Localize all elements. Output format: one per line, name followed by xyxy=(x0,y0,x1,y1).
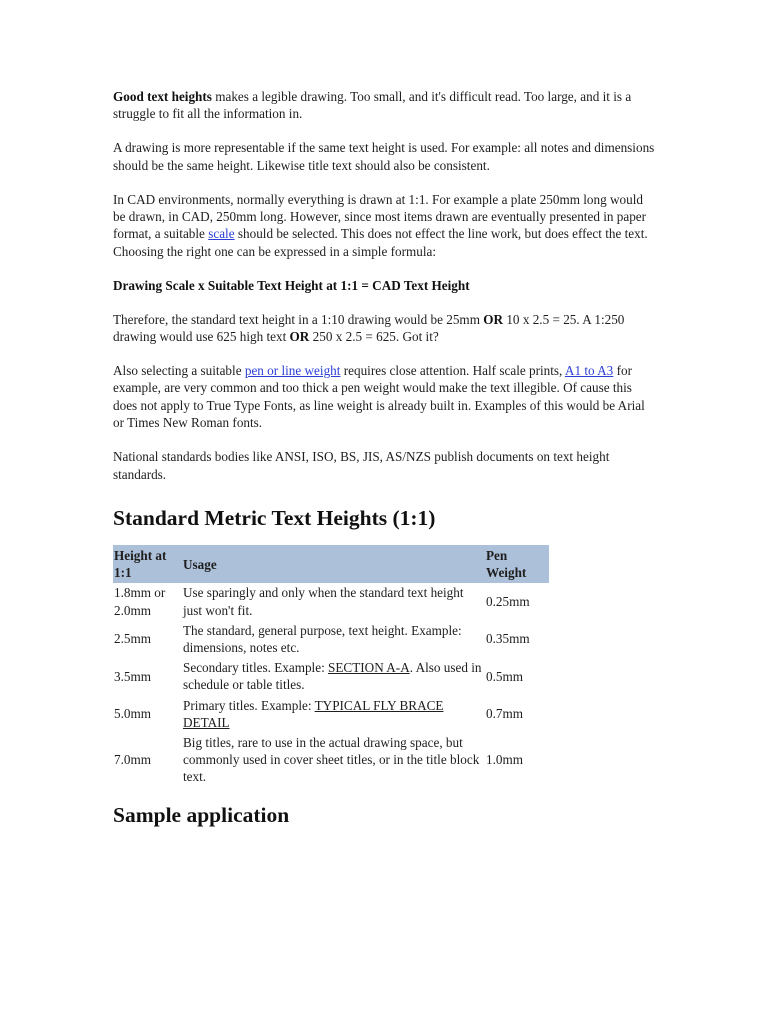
paragraph-text: makes a legible drawing. Too small, and it's difficult read. Too large, and it is a struggle to fit all the information in. xyxy=(113,89,632,122)
column-header-pen-weight: Pen Weight xyxy=(485,545,549,583)
intro-paragraph-1 xyxy=(113,88,658,123)
table-header-row xyxy=(113,545,549,583)
intro-paragraph-2: A drawing is more representable if the same text height is used. For example: all notes and dimensions should be the same height. Likewise title text should also be consistent. xyxy=(113,140,655,173)
usage-text: Use sparingly and only when the standard text height just won't fit. xyxy=(183,585,464,618)
paragraph-text: 10 x 2.5 = 25. A 1:250 drawing would use 625 high text xyxy=(113,311,625,345)
formula-text: Drawing Scale x Suitable Text Height at 1:1 = CAD Text Height xyxy=(113,277,470,293)
scale-link[interactable]: scale xyxy=(208,226,235,242)
pen-weight-link[interactable]: pen or line weight xyxy=(244,362,341,378)
paragraph-text: Therefore, the standard text height in a 1:10 drawing would be 25mm xyxy=(113,311,484,327)
underlined-example: SECTION A-A xyxy=(328,660,410,676)
paragraph-text: In CAD environments, normally everything is drawn at 1:1. For example a plate 250mm long would be drawn, in CAD, 250mm long. However, since most items drawn are eventually presented in paper format, a suitable xyxy=(113,191,647,242)
column-header-usage: Usage xyxy=(182,545,485,583)
height-cell: 2.5mm xyxy=(114,631,151,647)
bold-lead-text: Good text heights xyxy=(113,89,212,104)
table-row xyxy=(113,621,549,658)
height-cell: 7.0mm xyxy=(114,752,151,768)
metric-heights-heading: Standard Metric Text Heights (1:1) xyxy=(113,505,436,530)
paragraph-text: requires close attention. Half scale prints, xyxy=(340,362,565,378)
usage-text: Primary titles. Example: xyxy=(183,697,315,713)
paragraph-text: should be selected. This does not effect the line work, but does effect the text. Choosing the right one can be expressed in a simple formula: xyxy=(113,226,648,259)
pen-weight-cell: 0.25mm xyxy=(486,593,530,609)
a1-to-a3-link[interactable]: A1 to A3 xyxy=(564,362,614,378)
or-text: OR xyxy=(289,329,310,345)
text-heights-table xyxy=(113,545,549,788)
usage-text-end: . Also used in schedule or table titles. xyxy=(183,660,482,693)
or-text: OR xyxy=(483,311,504,327)
usage-text: The standard, general purpose, text height. Example: dimensions, notes etc. xyxy=(183,622,462,655)
document-page xyxy=(113,88,658,828)
usage-cell xyxy=(182,733,485,788)
usage-text: Secondary titles. Example: xyxy=(183,660,329,676)
intro-paragraph-5 xyxy=(113,311,658,346)
intro-paragraph-7: National standards bodies like ANSI, ISO, BS, JIS, AS/NZS publish documents on text height standards. xyxy=(113,449,610,482)
intro-paragraph-6 xyxy=(113,362,658,432)
pen-weight-cell: 0.35mm xyxy=(486,631,530,647)
table-row xyxy=(113,696,549,733)
paragraph-text: for example, are very common and too thick a pen weight would make the text illegible. Of cause this does not apply to True Type Fonts, as line weight is already built in. Examples of this would be Arial or Times New Roman fonts. xyxy=(113,362,645,431)
usage-cell xyxy=(182,621,485,658)
sample-application-heading: Sample application xyxy=(113,802,290,827)
table-row xyxy=(113,583,549,620)
column-header-height: Height at 1:1 xyxy=(113,545,182,583)
usage-cell xyxy=(182,658,485,695)
usage-text: Big titles, rare to use in the actual drawing space, but commonly used in cover sheet titles, or in the title block text. xyxy=(183,734,480,785)
height-cell: 5.0mm xyxy=(114,706,151,722)
underlined-example: TYPICAL FLY BRACE DETAIL xyxy=(183,697,444,730)
usage-cell xyxy=(182,583,485,620)
formula-paragraph xyxy=(113,277,658,294)
usage-cell xyxy=(182,696,485,733)
paragraph-text: 250 x 2.5 = 625. Got it? xyxy=(309,329,439,345)
height-cell: 1.8mm or 2.0mm xyxy=(114,585,166,618)
pen-weight-cell: 1.0mm xyxy=(486,752,523,768)
height-cell: 3.5mm xyxy=(114,668,151,684)
table-row xyxy=(113,658,549,695)
pen-weight-cell: 0.5mm xyxy=(486,668,523,684)
table-row xyxy=(113,733,549,788)
intro-paragraph-3 xyxy=(113,191,658,261)
pen-weight-cell: 0.7mm xyxy=(486,706,523,722)
paragraph-text: Also selecting a suitable xyxy=(113,362,245,378)
